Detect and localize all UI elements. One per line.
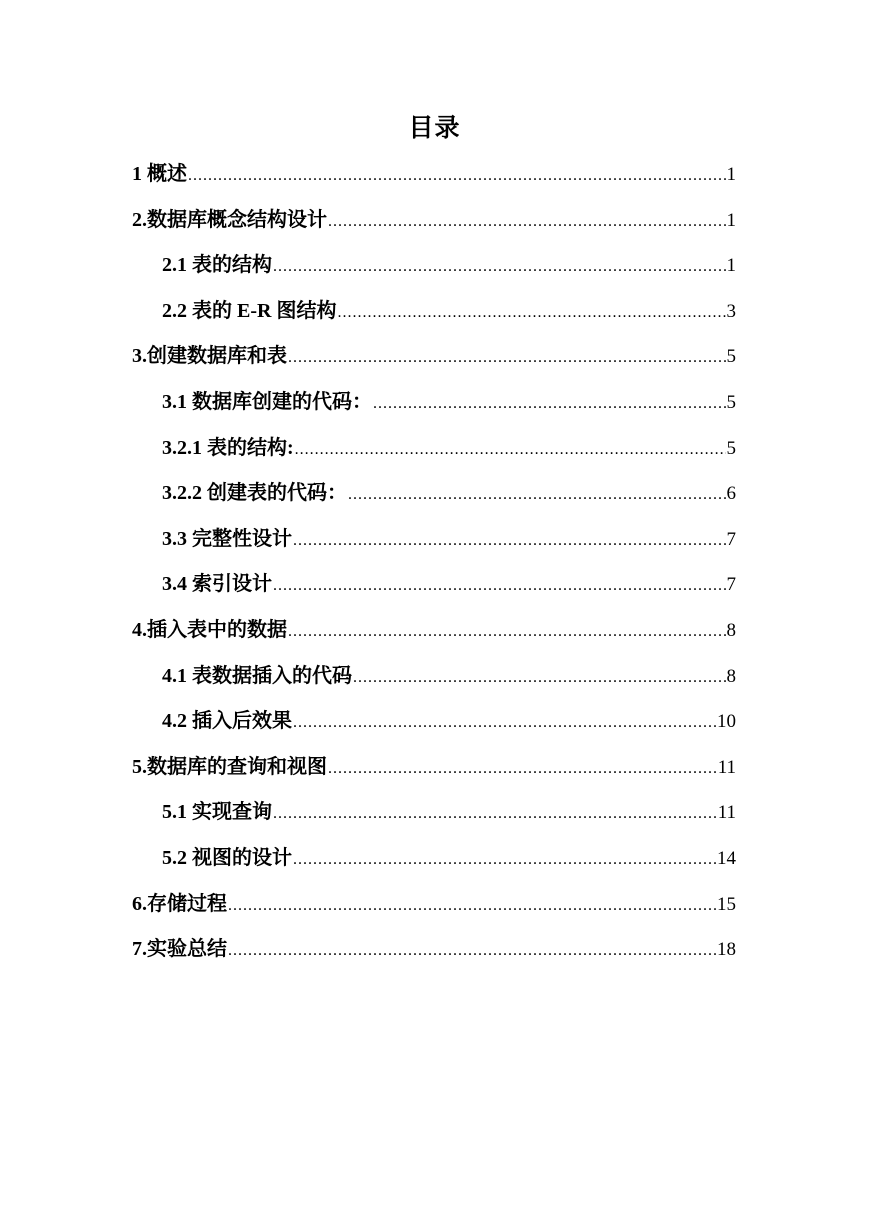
- toc-entry-page: 7: [726, 528, 736, 550]
- toc-entry-3-2-2[interactable]: [132, 471, 736, 517]
- toc-dot-leader: [293, 700, 716, 746]
- toc-entry-label: 1 概述: [132, 163, 187, 185]
- toc-dot-leader: [293, 837, 716, 883]
- toc-entry-6[interactable]: [132, 882, 736, 928]
- toc-entry-label: 6.存储过程: [132, 892, 227, 915]
- toc-entry-page: 5: [726, 437, 736, 459]
- toc-entry-label: 3.1 数据库创建的代码：: [162, 390, 372, 413]
- toc-entry-page: 3: [726, 300, 736, 322]
- toc-entry-page: 1: [726, 164, 736, 185]
- toc-dot-leader: [188, 153, 726, 199]
- toc-dot-leader: [228, 883, 716, 929]
- toc-entry-label: 5.数据库的查询和视图: [132, 755, 327, 778]
- toc-entry-label: 3.2.1 表的结构:: [162, 436, 294, 459]
- toc-entry-3-4[interactable]: [132, 562, 736, 608]
- toc-dot-leader: [288, 609, 726, 655]
- toc-entry-page: 1: [726, 209, 736, 231]
- toc-entry-3-2-1[interactable]: [132, 426, 736, 472]
- toc-dot-leader: [293, 518, 726, 564]
- toc-entry-page: 11: [717, 802, 736, 824]
- toc-entry-label: 3.4 索引设计: [162, 573, 272, 596]
- toc-entry-label: 4.2 插入后效果: [162, 710, 292, 733]
- toc-entry-4[interactable]: [132, 608, 736, 654]
- toc-dot-leader: [353, 655, 726, 701]
- toc-dot-leader: [328, 746, 717, 792]
- toc-entry-3-3[interactable]: [132, 517, 736, 563]
- toc-entry-page: 18: [717, 939, 736, 961]
- toc-entry-page: 14: [717, 847, 736, 869]
- toc-entry-2[interactable]: [132, 198, 736, 244]
- toc-entry-1[interactable]: [132, 152, 736, 198]
- toc-entry-3-1[interactable]: [132, 380, 736, 426]
- toc-entry-3[interactable]: [132, 334, 736, 380]
- toc-entry-page: 8: [726, 665, 736, 687]
- toc-entry-label: 3.3 完整性设计: [162, 527, 292, 550]
- toc-entry-label: 3.创建数据库和表: [132, 345, 287, 368]
- toc-entry-4-1[interactable]: [132, 654, 736, 700]
- toc-entry-label: 2.数据库概念结构设计: [132, 208, 327, 231]
- toc-dot-leader: [273, 563, 726, 609]
- toc-entry-page: 15: [717, 893, 736, 915]
- toc-dot-leader: [328, 199, 726, 245]
- toc-entry-page: 1: [726, 255, 736, 277]
- toc-dot-leader: [273, 244, 726, 290]
- toc-entry-page: 5: [726, 346, 736, 368]
- toc-entry-page: 10: [717, 711, 736, 733]
- toc-entry-2-1[interactable]: [132, 243, 736, 289]
- toc-entry-page: 8: [726, 619, 736, 641]
- toc-entry-label: 3.2.2 创建表的代码：: [162, 482, 347, 505]
- toc-dot-leader: [337, 290, 725, 336]
- toc-entry-5-2[interactable]: [132, 836, 736, 882]
- toc-entry-2-2[interactable]: [132, 289, 736, 335]
- toc-entry-5[interactable]: [132, 745, 736, 791]
- toc-entry-label: 4.1 表数据插入的代码: [162, 664, 352, 687]
- toc-dot-leader: [295, 427, 726, 473]
- toc-entry-page: 5: [726, 391, 736, 413]
- toc-dot-leader: [273, 791, 717, 837]
- toc-entry-label: 2.2 表的 E-R 图结构: [162, 299, 337, 322]
- toc-entry-page: 6: [726, 483, 736, 505]
- toc-entry-label: 5.1 实现查询: [162, 801, 272, 824]
- toc-entry-5-1[interactable]: [132, 790, 736, 836]
- toc-entry-page: 11: [717, 756, 736, 778]
- toc-entry-4-2[interactable]: [132, 699, 736, 745]
- toc-entry-label: 2.1 表的结构: [162, 254, 272, 277]
- toc-entry-label: 4.插入表中的数据: [132, 618, 287, 641]
- toc-dot-leader: [373, 381, 726, 427]
- toc-dot-leader: [228, 928, 716, 974]
- toc-entry-label: 7.实验总结: [132, 938, 227, 961]
- toc-dot-leader: [348, 472, 726, 518]
- toc-entry-label: 5.2 视图的设计: [162, 846, 292, 869]
- toc-entry-7[interactable]: [132, 927, 736, 973]
- toc-list: [132, 152, 736, 973]
- toc-dot-leader: [288, 335, 726, 381]
- toc-title: 目录: [408, 115, 461, 142]
- toc-entry-page: 7: [726, 574, 736, 596]
